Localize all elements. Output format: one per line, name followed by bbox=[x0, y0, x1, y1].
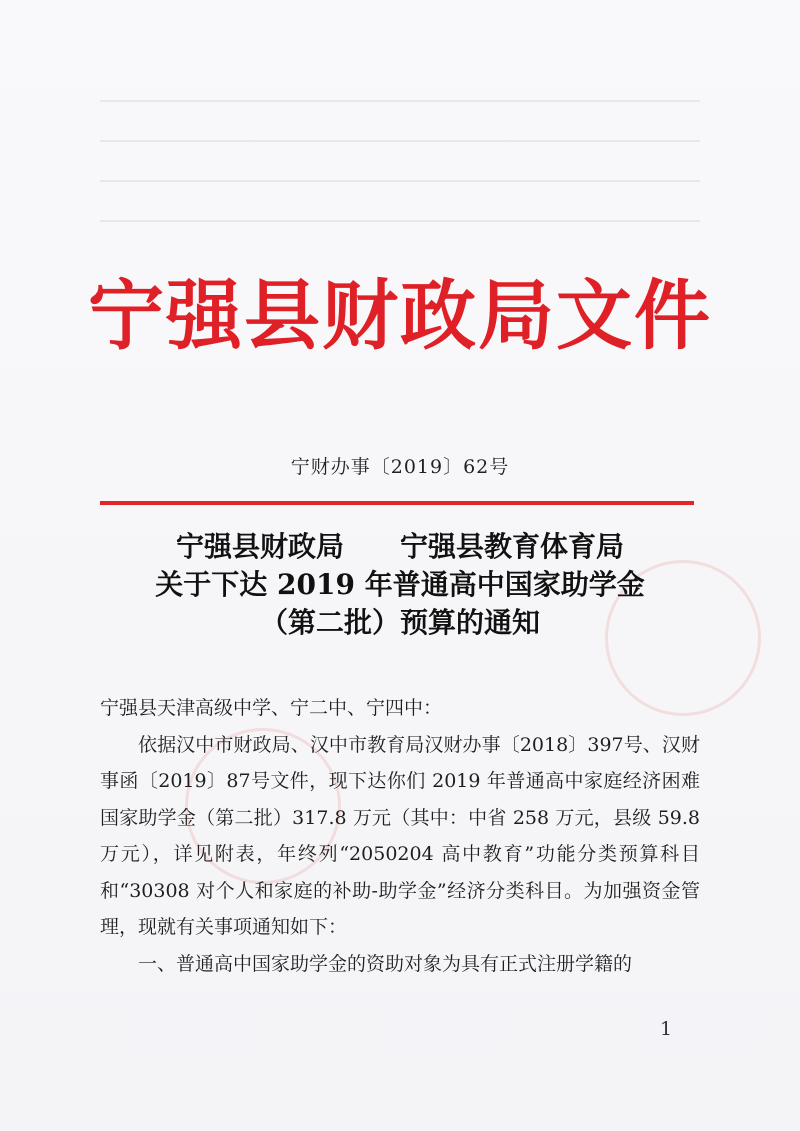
body-paragraph-2: 一、普通高中国家助学金的资助对象为具有正式注册学籍的 bbox=[138, 952, 633, 975]
document-header-title: 宁强县财政局文件 bbox=[88, 271, 712, 360]
red-divider-line bbox=[100, 501, 694, 505]
subject-line-2: 关于下达 2019 年普通高中国家助学金 bbox=[155, 568, 645, 601]
recipients-line: 宁强县天津高级中学、宁二中、宁四中： bbox=[100, 697, 443, 719]
document-subject bbox=[80, 528, 720, 642]
subject-line-1: 宁强县财政局 宁强县教育体育局 bbox=[175, 530, 624, 563]
bleed-through-text bbox=[100, 100, 700, 260]
page-number: 1 bbox=[660, 1018, 673, 1040]
document-number: 宁财办事〔2019〕62号 bbox=[290, 456, 510, 478]
document-body bbox=[100, 690, 700, 982]
subject-line-3: （第二批）预算的通知 bbox=[259, 606, 540, 639]
body-paragraph-1: 依据汉中市财政局、汉中市教育局汉财办事〔2018〕397号、汉财事函〔2019〕87号文件，现下达你们 2019 年普通高中家庭经济困难国家助学金（第二批）317.8 万元（其中：中省 258 万元，县级 59.8 万元），详见附表，年终列“2050204 高中教育”功能分类预算科目和“30308 对个人和家庭的补助-助学金”经济分类科目。为加强资金管理，现就有关事项通知如下： bbox=[100, 733, 700, 938]
